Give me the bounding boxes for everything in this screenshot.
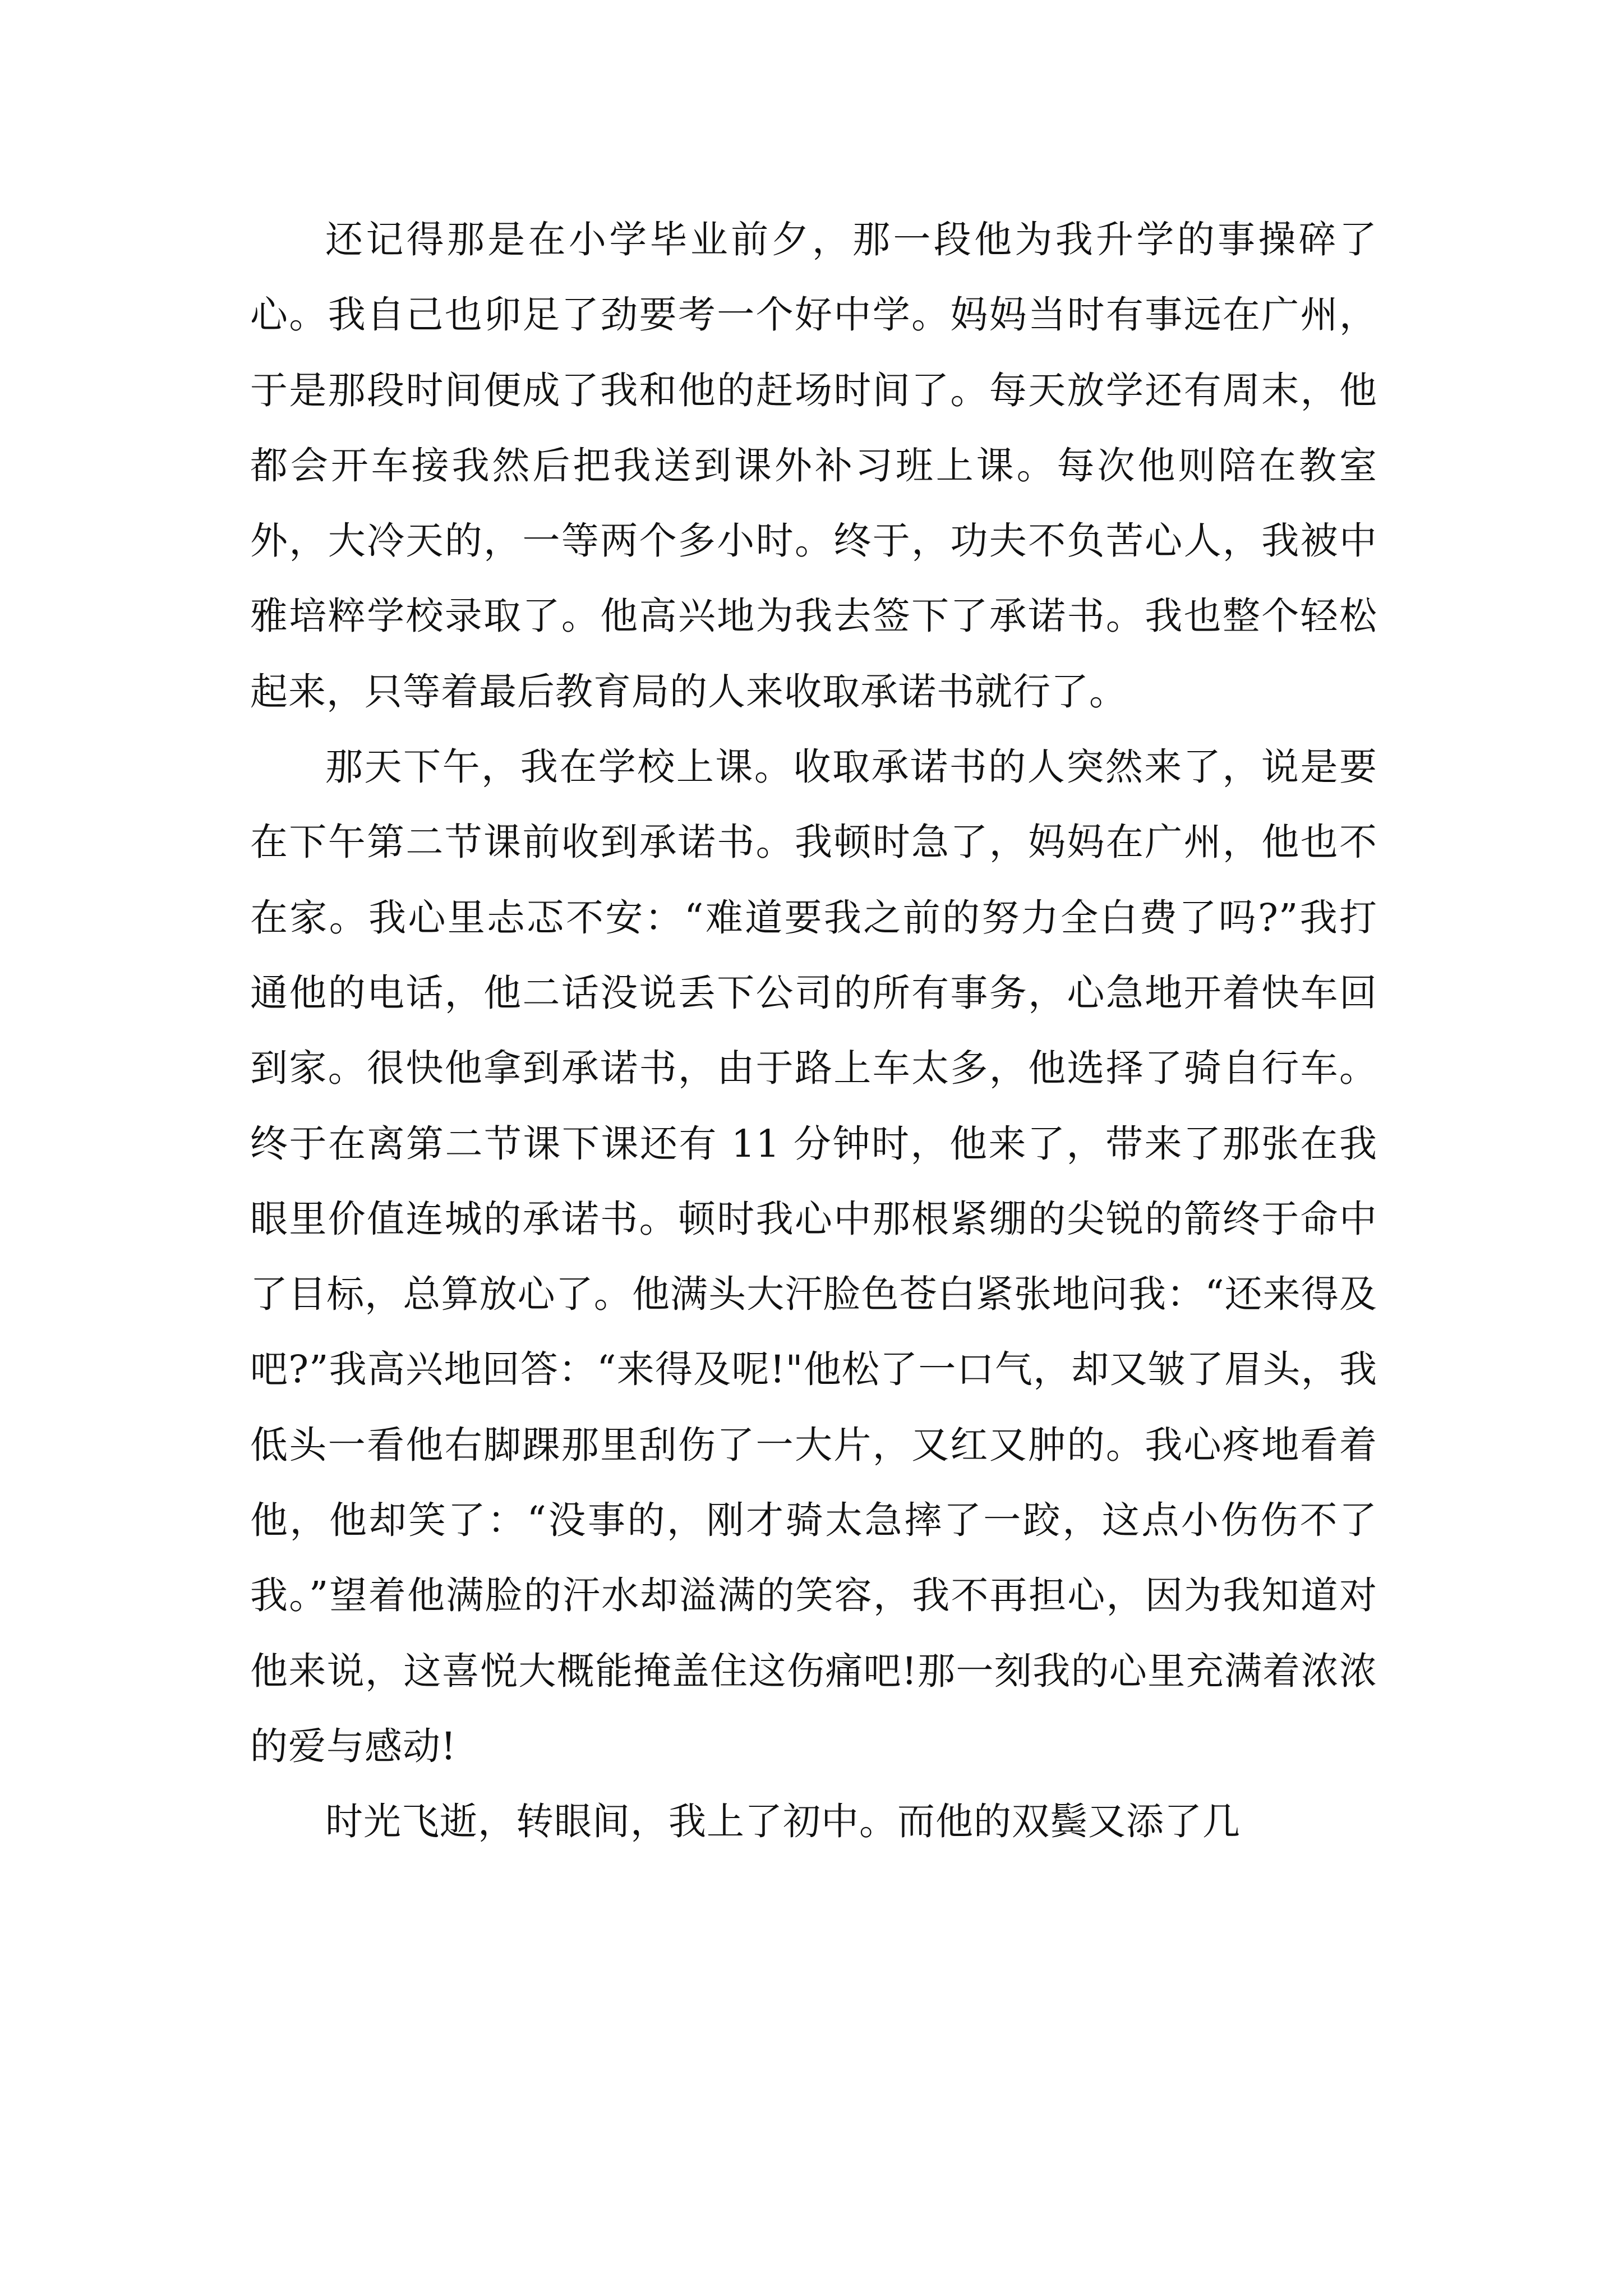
- body-text: [250, 202, 1377, 1860]
- paragraph-2: 那天下午，我在学校上课。收取承诺书的人突然来了，说是要在下午第二节课前收到承诺书。我顿时急了，妈妈在广州，他也不在家。我心里忐忑不安：“难道要我之前的努力全白费了吗?”我打通他的电话，他二话没说丢下公司的所有事务，心急地开着快车回到家。很快他拿到承诺书，由于路上车太多，他选择了骑自行车。终于在离第二节课下课还有 11 分钟时，他来了，带来了那张在我眼里价值连城的承诺书。顿时我心中那根紧绷的尖锐的箭终于命中了目标，总算放心了。他满头大汗脸色苍白紧张地问我：“还来得及吧?”我高兴地回答：“来得及呢!"他松了一口气，却又皱了眉头，我低头一看他右脚踝那里刮伤了一大片，又红又肿的。我心疼地看着他，他却笑了：“没事的，刚才骑太急摔了一跤，这点小伤伤不了我。”望着他满脸的汗水却溢满的笑容，我不再担心，因为我知道对他来说，这喜悦大概能掩盖住这伤痛吧!那一刻我的心里充满着浓浓的爱与感动!: [250, 745, 1377, 1768]
- paragraph-3: 时光飞逝，转眼间，我上了初中。而他的双鬓又添了几: [325, 1800, 1241, 1844]
- paragraph-1: 还记得那是在小学毕业前夕，那一段他为我升学的事操碎了心。我自己也卯足了劲要考一个好中学。妈妈当时有事远在广州，于是那段时间便成了我和他的赶场时间了。每天放学还有周末，他都会开车接我然后把我送到课外补习班上课。每次他则陪在教室外，大冷天的，一等两个多小时。终于，功夫不负苦心人，我被中雅培粹学校录取了。他高兴地为我去签下了承诺书。我也整个轻松起来，只等着最后教育局的人来收取承诺书就行了。: [250, 218, 1377, 714]
